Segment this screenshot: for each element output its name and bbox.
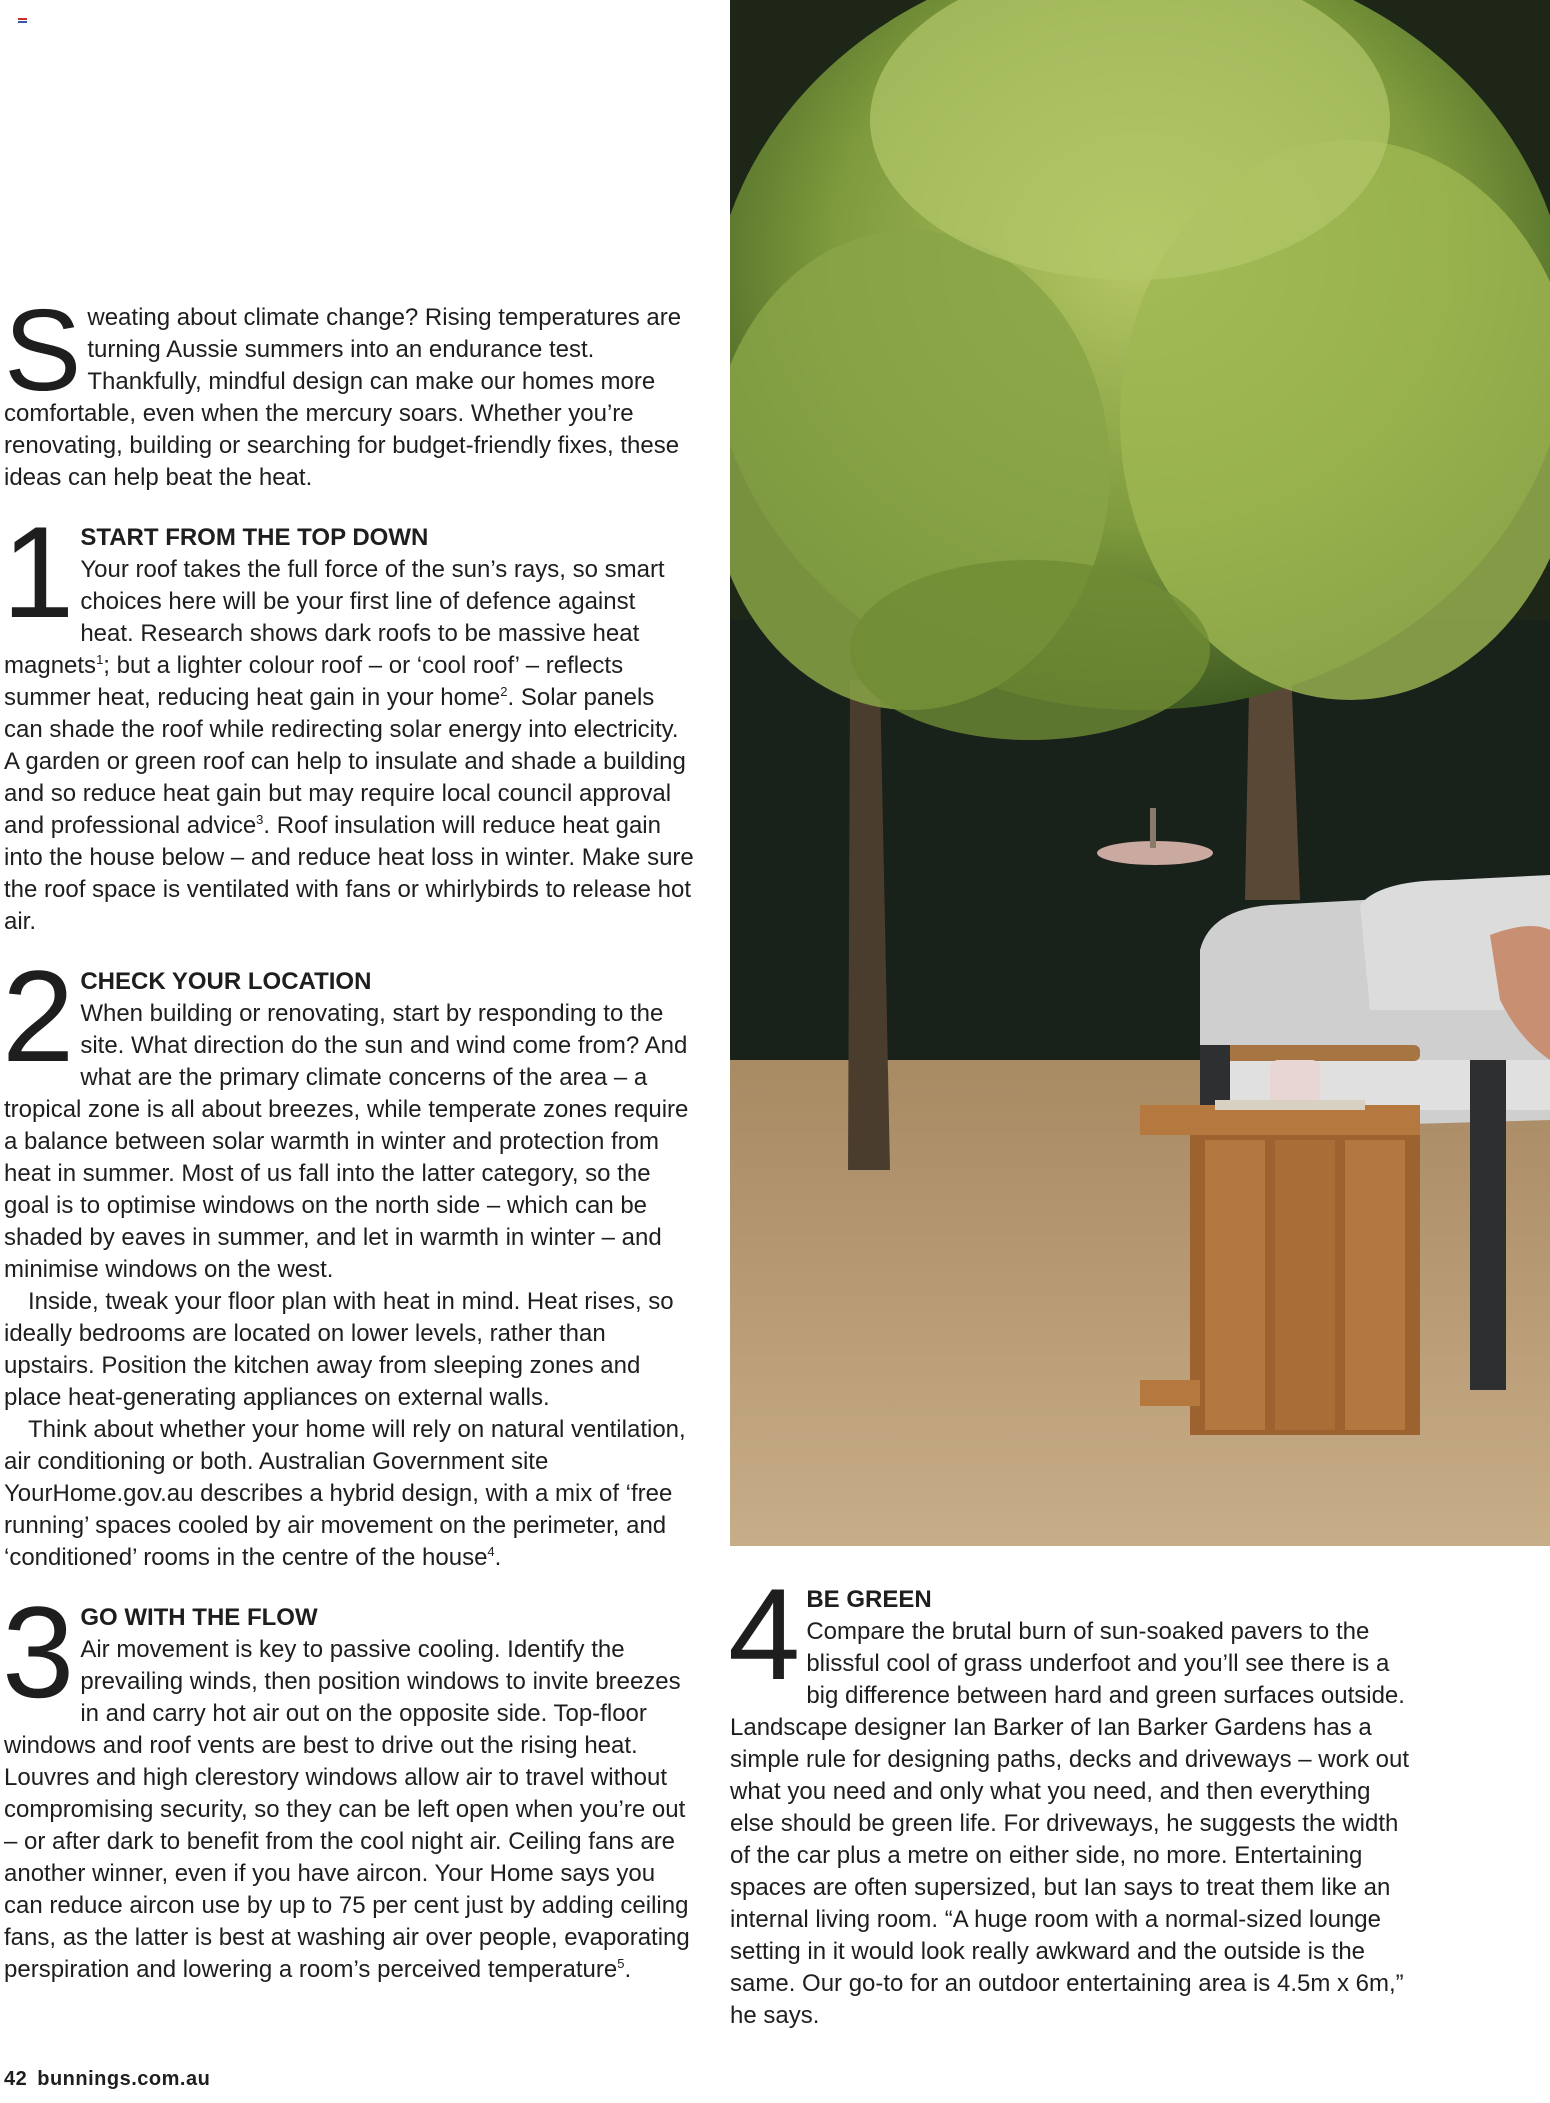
intro-text: weating about climate change? Rising temperatures are turning Aussie summers into an endurance test. Thankfully, mindful design can make our homes more comfortable, even when the mercury soars. Whether you’re renovating, building or searching for budget-friendly fixes, these ideas can help beat the heat. — [4, 304, 682, 491]
intro-paragraph — [4, 285, 694, 494]
section-3 — [2, 1579, 694, 1986]
section-1-body: Your roof takes the full force of the sun’s rays, so smart choices here will be your first line of defence against heat. Research shows dark roofs to be massive heat magnets$^1$; but a lighter colour roof – or ‘cool roof’ – reflects summer heat, reducing heat gain in your home$^2$. Solar panels can shade the roof while redirecting solar energy into electricity. A garden or green roof can help to insulate and shade a building and so reduce heat gain but may require local council approval and professional advice$^3$. Roof insulation will reduce heat gain into the house below – and reduce heat loss in winter. Make sure the roof space is ventilated with fans or whirlybirds to release hot air. — [4, 556, 694, 935]
section-3-heading: GO WITH THE FLOW — [80, 1604, 318, 1631]
section-2-paragraph-1: When building or renovating, start by responding to the site. What direction do the sun and wind come from? And what are the primary climate concerns of the area – a tropical zone is all about breezes, while temperate zones require a balance between solar warmth in winter and protection from heat in summer. Most of us fall into the latter category, so the goal is to optimise windows on the north side – which can be shaded by eaves in summer, and let in warmth in winter – and minimise windows on the west. — [4, 1000, 689, 1283]
section-3-number: 3 — [2, 1579, 75, 1725]
page-number: 42 — [4, 2068, 28, 2090]
section-1-number: 1 — [2, 499, 75, 645]
garden-photo — [730, 0, 1550, 1546]
footnote-ref: 2 — [500, 684, 508, 699]
section-1-heading: START FROM THE TOP DOWN — [80, 524, 429, 551]
section-1 — [2, 499, 694, 938]
section-3-body: Air movement is key to passive cooling. Identify the prevailing winds, then position windows to invite breezes in and carry hot air out on the opposite side. Top-floor windows and roof vents are best to drive out the rising heat. Louvres and high clerestory windows allow air to travel without compromising security, so they can be left open when you’re out – or after dark to benefit from the cool night air. Ceiling fans are another winner, even if you have aircon. Your Home says you can reduce aircon use by up to 75 per cent just by adding ceiling fans, as the latter is best at washing air over people, evaporating perspiration and lowering a room’s perceived temperature$^5$. — [4, 1636, 690, 1983]
footnote-ref: 1 — [96, 652, 104, 667]
footer-site: bunnings.com.au — [37, 2068, 211, 2090]
left-column — [2, 285, 694, 1986]
section-2-paragraph-2: Inside, tweak your floor plan with heat in mind. Heat rises, so ideally bedrooms are located on lower levels, rather than upstairs. Position the kitchen away from sleeping zones and place heat-generating appliances on external walls. — [4, 1288, 674, 1411]
footnote-ref: 4 — [487, 1544, 495, 1559]
section-4-body: Compare the brutal burn of sun-soaked pavers to the blissful cool of grass underfoot and you’ll see there is a big difference between hard and green surfaces outside. Landscape designer Ian Barker of Ian Barker Gardens has a simple rule for designing paths, decks and driveways – work out what you need and only what you need, and then everything else should be green life. For driveways, he suggests the width of the car plus a metre on either side, no more. Entertaining spaces are often supersized, but Ian says to treat them like an internal living room. “A huge room with a normal-sized lounge setting in it would look really awkward and the outside is the same. Our go-to for an outdoor entertaining area is 4.5m x 6m,” he says. — [730, 1618, 1410, 2029]
flag-mark-icon — [18, 18, 27, 24]
page-footer — [4, 2068, 210, 2091]
footnote-ref: 5 — [617, 1956, 625, 1971]
section-2-heading: CHECK YOUR LOCATION — [80, 968, 372, 995]
right-column — [728, 1561, 1420, 2032]
section-4-heading: BE GREEN — [806, 1586, 932, 1613]
footnote-ref: 3 — [256, 812, 264, 827]
section-4-number: 4 — [728, 1561, 801, 1707]
section-2-number: 2 — [2, 943, 75, 1089]
section-2 — [2, 943, 694, 1574]
intro-drop-cap: S — [4, 285, 82, 415]
section-2-paragraph-3: Think about whether your home will rely on natural ventilation, air conditioning or both. Australian Government site YourHome.gov.au describes a hybrid design, with a mix of ‘free running’ spaces cooled by air movement on the perimeter, and ‘conditioned’ rooms in the centre of the house$^4$. — [4, 1416, 686, 1571]
section-4 — [728, 1561, 1420, 2032]
